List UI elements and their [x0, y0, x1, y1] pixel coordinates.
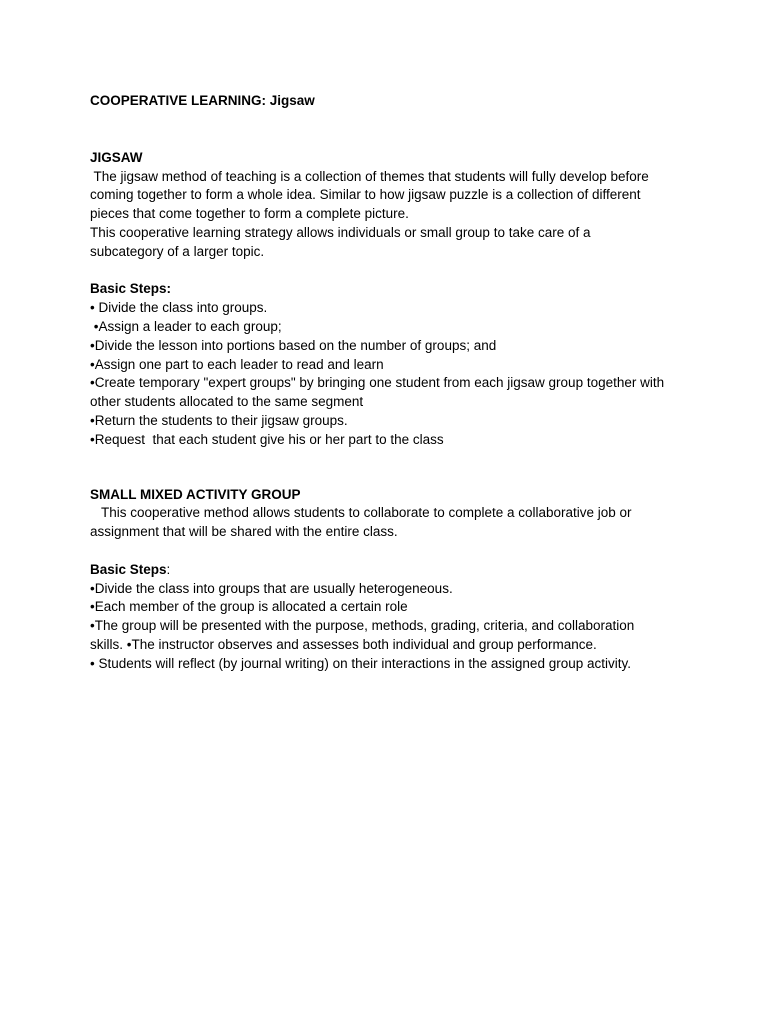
- document-body: [90, 92, 690, 674]
- steps-heading: Basic Steps: [90, 561, 167, 577]
- step-line: • Divide the class into groups.: [90, 300, 268, 316]
- step-line: •Assign a leader to each group;: [90, 318, 282, 334]
- step-line: skills. •The instructor observes and assesses both individual and group performance.: [90, 636, 597, 652]
- paragraph-line: This cooperative learning strategy allows individuals or small group to take care of a: [90, 224, 591, 240]
- step-line: •Create temporary "expert groups" by bringing one student from each jigsaw group together with: [90, 375, 665, 391]
- step-line: •The group will be presented with the purpose, methods, grading, criteria, and collaboration: [90, 618, 635, 634]
- step-line: •Assign one part to each leader to read and learn: [90, 356, 384, 372]
- paragraph-line: coming together to form a whole idea. Similar to how jigsaw puzzle is a collection of different: [90, 187, 641, 203]
- paragraph-line: The jigsaw method of teaching is a collection of themes that students will fully develop before: [90, 168, 649, 184]
- step-line: • Students will reflect (by journal writing) on their interactions in the assigned group activity.: [90, 655, 631, 671]
- section-jigsaw: [90, 149, 690, 450]
- steps-heading-row: [90, 280, 690, 299]
- steps-heading-row: [90, 561, 690, 580]
- step-line: •Each member of the group is allocated a certain role: [90, 599, 408, 615]
- step-line: other students allocated to the same segment: [90, 394, 364, 410]
- document-title: COOPERATIVE LEARNING: Jigsaw: [90, 93, 315, 108]
- paragraph-line: assignment that will be shared with the entire class.: [90, 524, 398, 540]
- paragraph-line: This cooperative method allows students to collaborate to complete a collaborative job or: [90, 505, 632, 521]
- section-small-mixed-activity-group: [90, 486, 690, 674]
- paragraph-line: pieces that come together to form a complete picture.: [90, 206, 409, 222]
- step-line: •Divide the lesson into portions based on the number of groups; and: [90, 337, 497, 353]
- section-heading: JIGSAW: [90, 149, 143, 165]
- section-heading: SMALL MIXED ACTIVITY GROUP: [90, 486, 301, 502]
- steps-heading-suffix: :: [166, 561, 171, 577]
- paragraph-line: subcategory of a larger topic.: [90, 243, 265, 259]
- step-line: •Return the students to their jigsaw groups.: [90, 412, 348, 428]
- step-line: •Request that each student give his or her part to the class: [90, 431, 444, 447]
- steps-heading: Basic Steps:: [90, 281, 172, 297]
- step-line: •Divide the class into groups that are usually heterogeneous.: [90, 580, 453, 596]
